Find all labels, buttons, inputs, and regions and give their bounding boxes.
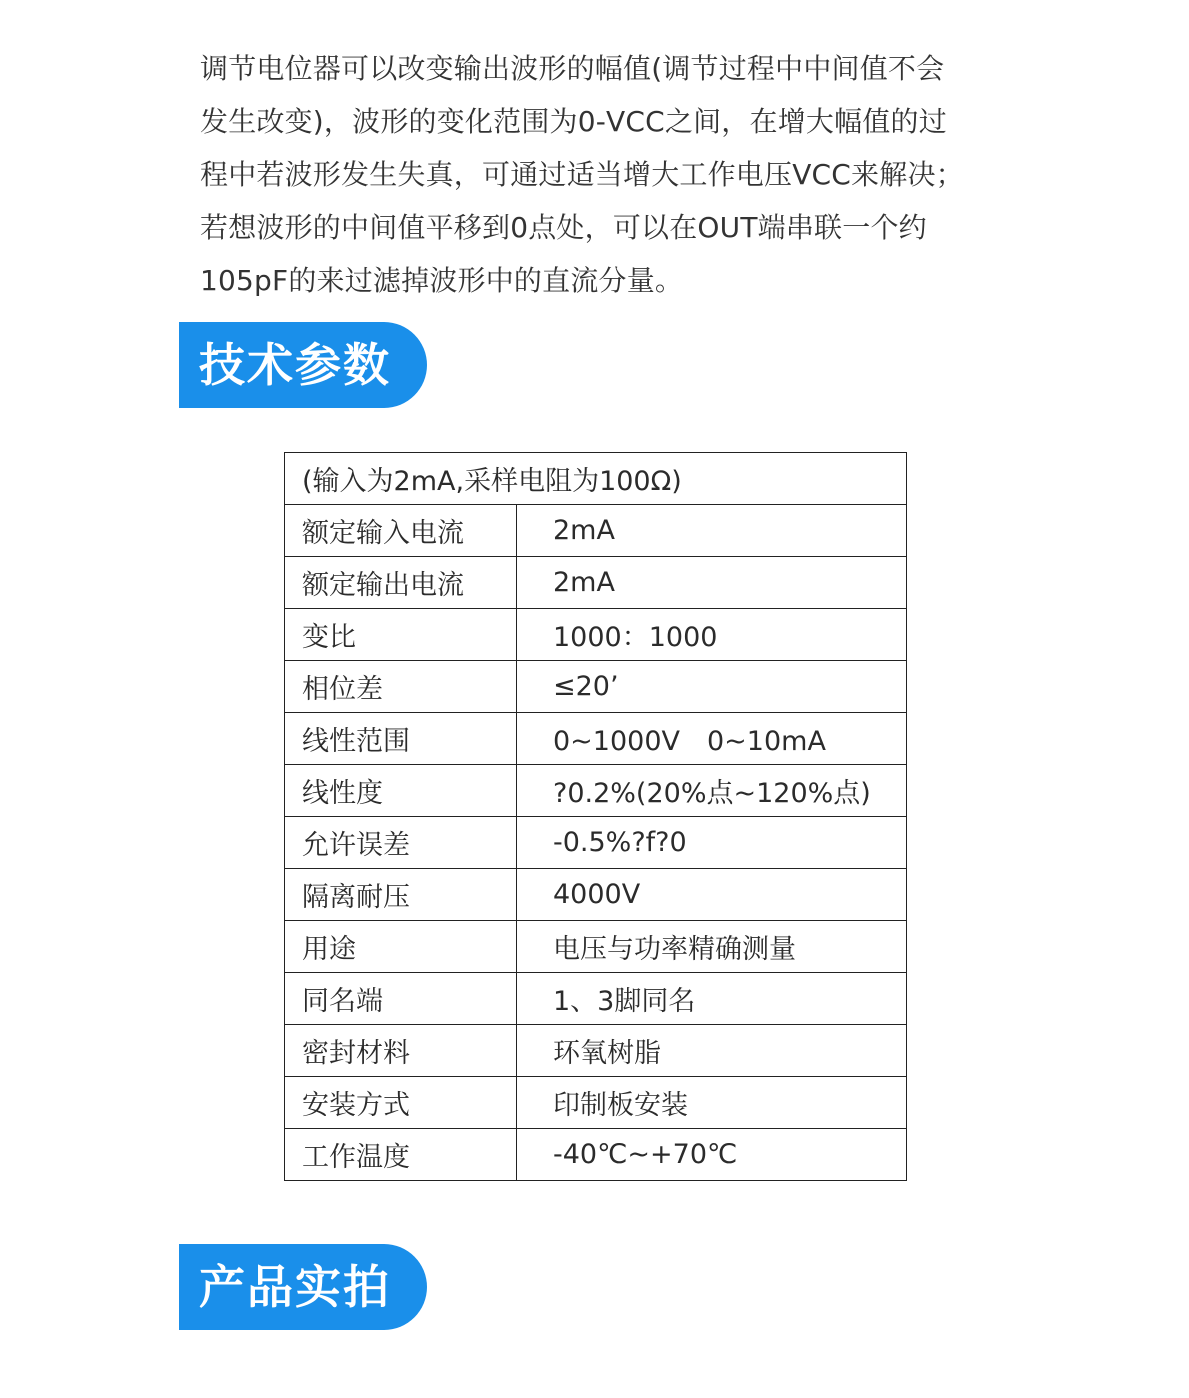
spec-value-cell: 1、3脚同名: [517, 973, 907, 1025]
spec-param-cell: 额定输入电流: [285, 505, 517, 557]
spec-value-cell: 2mA: [517, 557, 907, 609]
spec-value-cell: 2mA: [517, 505, 907, 557]
spec-value-cell: -0.5%?f?0: [517, 817, 907, 869]
intro-paragraph: [200, 42, 1000, 307]
spec-param-cell: 变比: [285, 609, 517, 661]
spec-param-cell: 同名端: [285, 973, 517, 1025]
spec-value-cell: ?0.2%(20%点~120%点): [517, 765, 907, 817]
table-row: [285, 713, 907, 765]
intro-line: 程中若波形发生失真，可通过适当增大工作电压VCC来解决；: [200, 158, 964, 191]
table-row: [285, 921, 907, 973]
spec-param-cell: 线性范围: [285, 713, 517, 765]
intro-line: 若想波形的中间值平移到0点处，可以在OUT端串联一个约: [200, 211, 927, 244]
spec-table-header-row: [285, 453, 907, 505]
spec-value-cell: 0~1000V 0~10mA: [517, 713, 907, 765]
spec-param-cell: 额定输出电流: [285, 557, 517, 609]
table-row: [285, 609, 907, 661]
specs-section-title: 技术参数: [179, 322, 427, 408]
table-row: [285, 557, 907, 609]
spec-param-cell: 线性度: [285, 765, 517, 817]
table-row: [285, 505, 907, 557]
spec-value-cell: 4000V: [517, 869, 907, 921]
photos-section-title: 产品实拍: [179, 1244, 427, 1330]
table-row: [285, 1077, 907, 1129]
table-row: [285, 817, 907, 869]
spec-param-cell: 用途: [285, 921, 517, 973]
table-row: [285, 1025, 907, 1077]
table-row: [285, 1129, 907, 1181]
spec-table-header: (输入为2mA,采样电阻为100Ω): [285, 453, 907, 505]
table-row: [285, 765, 907, 817]
spec-value-cell: 1000：1000: [517, 609, 907, 661]
spec-param-cell: 安装方式: [285, 1077, 517, 1129]
intro-line: 调节电位器可以改变输出波形的幅值(调节过程中中间值不会: [200, 52, 945, 85]
spec-param-cell: 工作温度: [285, 1129, 517, 1181]
spec-value-cell: 电压与功率精确测量: [517, 921, 907, 973]
spec-value-cell: 印制板安装: [517, 1077, 907, 1129]
spec-value-cell: ≤20’: [517, 661, 907, 713]
spec-table-body: [285, 453, 907, 1181]
intro-line: 发生改变)，波形的变化范围为0-VCC之间，在增大幅值的过: [200, 105, 947, 138]
spec-value-cell: -40℃~+70℃: [517, 1129, 907, 1181]
spec-param-cell: 隔离耐压: [285, 869, 517, 921]
spec-param-cell: 密封材料: [285, 1025, 517, 1077]
table-row: [285, 661, 907, 713]
spec-value-cell: 环氧树脂: [517, 1025, 907, 1077]
spec-param-cell: 相位差: [285, 661, 517, 713]
intro-line: 105pF的来过滤掉波形中的直流分量。: [200, 264, 684, 297]
spec-table: [284, 452, 907, 1181]
spec-param-cell: 允许误差: [285, 817, 517, 869]
table-row: [285, 973, 907, 1025]
table-row: [285, 869, 907, 921]
